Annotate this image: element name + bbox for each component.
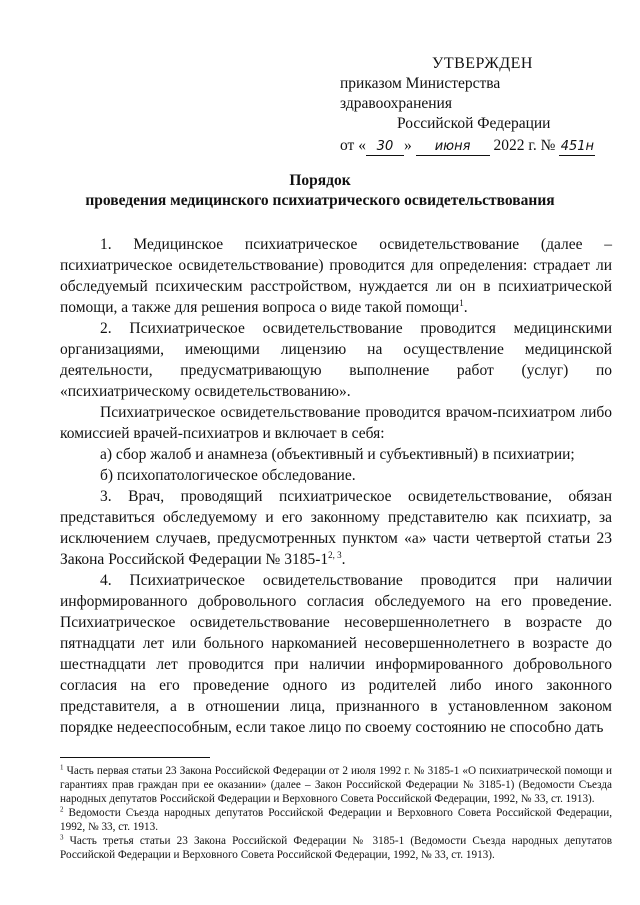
paragraph-4: 4. Психиатрическое освидетельствование проводится при наличии информированного добровольного согласия обследуемого на его проведение. Психиатрическое освидетельствование несовершеннолетнего в возрасте до пятнадцати лет или больного наркоманией несовершеннолетнего в возрасте до шестнадцати лет проводится при наличии информированного добровольного согласия на его проведение одного из родителей либо иного законного представителя, а в отношении лица, признанного в установленном законом порядке недееспособным, если такое лицо по своему состоянию не способно дать	[60, 572, 612, 736]
document-subtitle: проведения медицинского психиатрического освидетельствования	[85, 192, 555, 209]
handwritten-order-number: 451н	[560, 139, 595, 154]
document-title: Порядок	[289, 172, 351, 189]
list-item-b: б) психопатологическое обследование.	[100, 467, 356, 484]
paragraph-1: 1. Медицинское психиатрическое освидетельствование (далее – психиатрическое освидетельствование) проводится для определения: страдает ли обследуемый психическим расстройством, нуждается ли он в психиатрической помощи, а также для решения вопроса о виде такой помощи$^1$.	[60, 236, 612, 316]
paragraph-2-continuation: Психиатрическое освидетельствование проводится врачом-психиатром либо комиссией врачей-психиатров и включает в себя:	[60, 404, 612, 442]
footnotes	[60, 764, 612, 862]
footnote-1: $^1$ Часть первая статьи 23 Закона Российской Федерации от 2 июля 1992 г. № 3185-1 «О психиатрической помощи и гарантиях прав граждан при ее оказании» (далее – Закон Российской Федерации № 3185-1) (Ведомости Съезда народных депутатов Российской Федерации и Верховного Совета Российской Федерации, 1992, № 33, ст. 1913).	[60, 763, 612, 805]
document-body	[60, 234, 612, 738]
approval-line-ministry: приказом Министерства здравоохранения	[340, 75, 501, 112]
date-mid: »	[403, 137, 412, 154]
footnote-3: $^3$ Часть третья статьи 23 Закона Российской Федерации № 3185-1 (Ведомости Съезда народных депутатов Российской Федерации и Верховного Совета Российской Федерации, 1992, № 33, ст. 1913).	[60, 833, 612, 861]
date-prefix: от «	[340, 137, 366, 154]
year-text: 2022 г. №	[493, 137, 556, 154]
footnote-divider	[60, 757, 210, 758]
handwritten-month: июня	[416, 139, 490, 156]
approval-block	[340, 54, 610, 156]
paragraph-3: 3. Врач, проводящий психиатрическое освидетельствование, обязан представиться обследуемому и его законному представителю как психиатр, за исключением случаев, предусмотренных пунктом «а» части четвертой статьи 23 Закона Российской Федерации № 3185-1$^{2, 3}$.	[60, 488, 612, 568]
approval-date-line	[340, 136, 610, 156]
approval-line-federation: Российской Федерации	[397, 115, 551, 132]
list-item-a: а) сбор жалоб и анамнеза (объективный и субъективный) в психиатрии;	[100, 446, 575, 463]
footnote-2: $^2$ Ведомости Съезда народных депутатов Российской Федерации и Верховного Совета Российской Федерации, 1992, № 33, ст. 1913.	[60, 805, 612, 833]
paragraph-2: 2. Психиатрическое освидетельствование проводится медицинскими организациями, имеющими лицензию на осуществление медицинской деятельности, предусматривающую выполнение работ (услуг) по «психиатрическому освидетельствованию».	[60, 320, 612, 400]
approval-heading: УТВЕРЖДЕН	[432, 55, 533, 72]
handwritten-day: 30	[366, 139, 404, 156]
